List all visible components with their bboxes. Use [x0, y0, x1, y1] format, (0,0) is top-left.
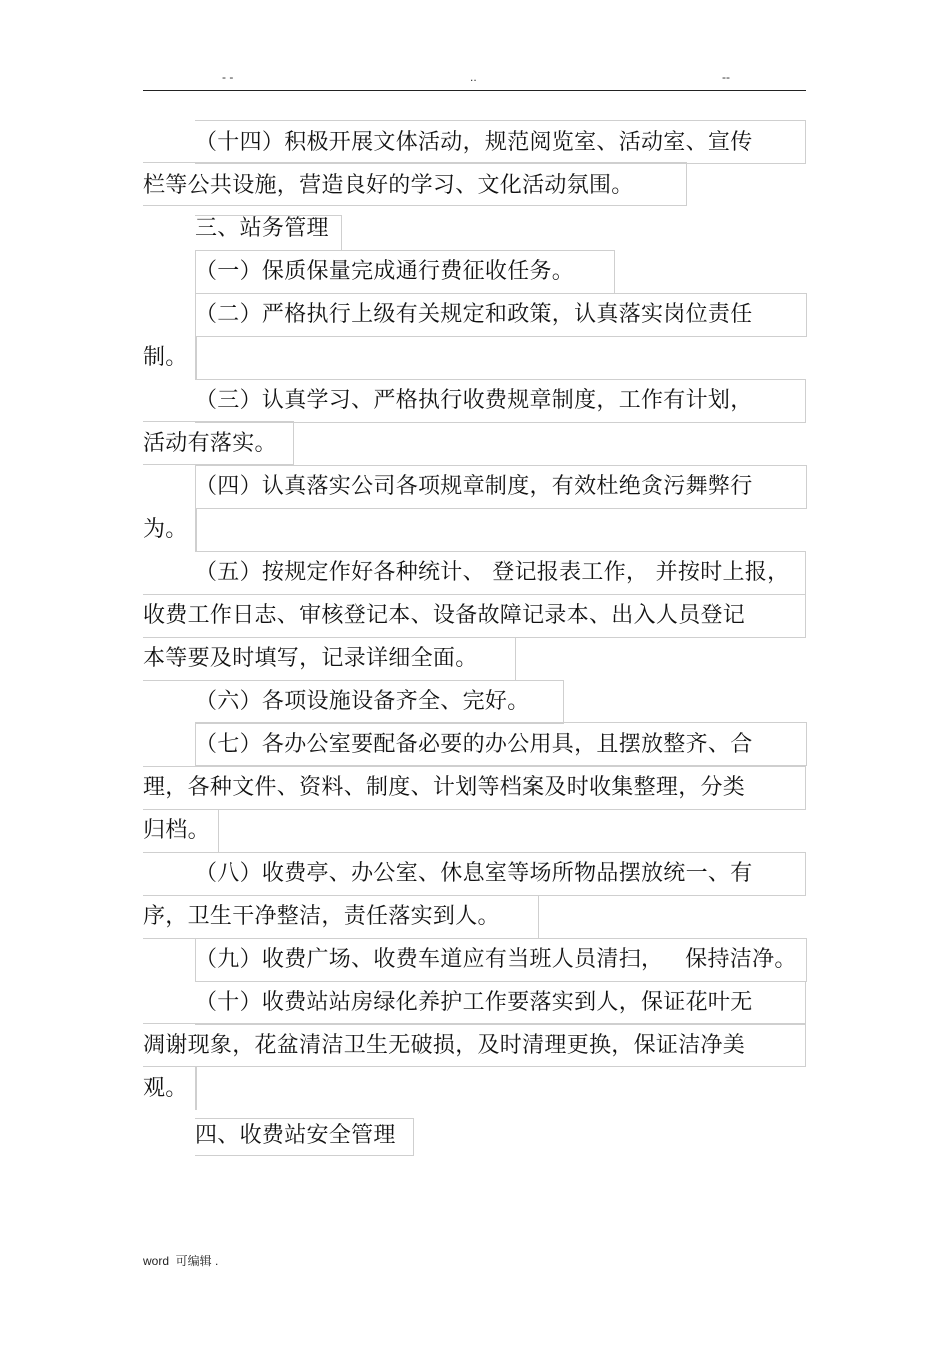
item-8-line-1: （八）收费亭、办公室、休息室等场所物品摆放统一、有 — [195, 861, 753, 886]
item-10-line-2: 凋谢现象，花盆清洁卫生无破损，及时清理更换，保证洁净美 — [143, 1033, 746, 1058]
item-3-line-1: （三）认真学习、严格执行收费规章制度，工作有计划， — [195, 388, 753, 413]
item-4-line-2: 为。 — [143, 517, 188, 542]
cell-border — [195, 1066, 197, 1110]
item-2-line-1: （二）严格执行上级有关规定和政策，认真落实岗位责任 — [195, 302, 753, 327]
item-5-line-1: （五）按规定作好各种统计、 登记报表工作， 并按时上报， — [195, 560, 790, 585]
header-center-mark: .. — [470, 70, 477, 84]
footer-note: word 可编辑 . — [143, 1254, 219, 1268]
section-4-heading: 四、收费站安全管理 — [195, 1123, 396, 1148]
item-7-line-3: 归档。 — [143, 818, 210, 843]
item-2-line-2: 制。 — [143, 345, 188, 370]
section-3-heading: 三、站务管理 — [195, 216, 329, 241]
item-10-line-1: （十）收费站站房绿化养护工作要落实到人，保证花叶无 — [195, 990, 753, 1015]
cell-border — [195, 336, 197, 380]
item-5-line-2: 收费工作日志、审核登记本、设备故障记录本、出入人员登记 — [143, 603, 746, 628]
header-left-mark: - - — [222, 70, 234, 84]
item-1-line-1: （一）保质保量完成通行费征收任务。 — [195, 259, 575, 284]
item-9-line-1: （九）收费广场、收费车道应有当班人员清扫， 保持洁净。 — [195, 947, 797, 972]
item-10-line-3: 观。 — [143, 1076, 188, 1101]
item-4-line-1: （四）认真落实公司各项规章制度，有效杜绝贪污舞弊行 — [195, 474, 753, 499]
item-8-line-2: 序，卫生干净整洁，责任落实到人。 — [143, 904, 500, 929]
item-6-line-1: （六）各项设施设备齐全、完好。 — [195, 689, 530, 714]
cell-border — [195, 508, 197, 552]
paragraph-14-line-1: （十四）积极开展文体活动，规范阅览室、活动室、宣传 — [195, 130, 753, 155]
header-rule — [143, 90, 806, 91]
paragraph-14-line-2: 栏等公共设施，营造良好的学习、文化活动氛围。 — [143, 173, 634, 198]
item-3-line-2: 活动有落实。 — [143, 431, 277, 456]
header-right-mark: -- — [722, 70, 730, 84]
item-7-line-1: （七）各办公室要配备必要的办公用具，且摆放整齐、合 — [195, 732, 753, 757]
item-5-line-3: 本等要及时填写，记录详细全面。 — [143, 646, 478, 671]
item-7-line-2: 理，各种文件、资料、制度、计划等档案及时收集整理，分类 — [143, 775, 746, 800]
